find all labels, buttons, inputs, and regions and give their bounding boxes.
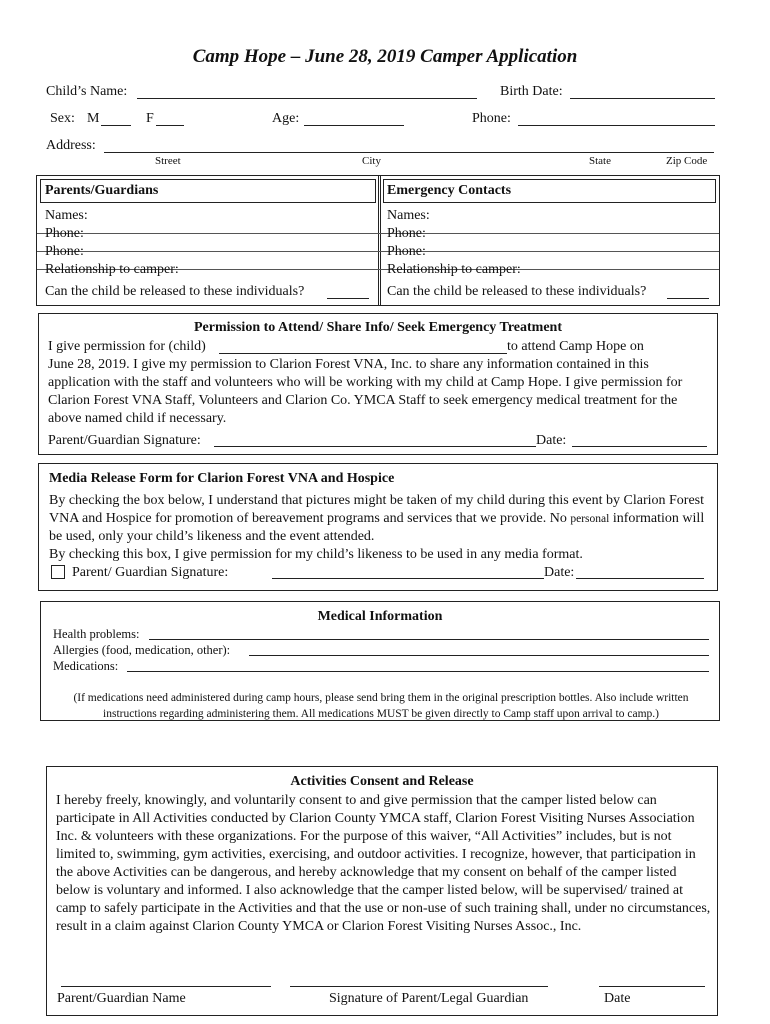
age-field[interactable]: [304, 111, 404, 126]
media-body-a: By checking the box below, I understand that pictures might be taken of my child during this event by Clarion Forest VNA and Hospice for promotion of bereavement programs and services that we provide. No: [49, 493, 705, 526]
sex-male-label: M: [87, 111, 100, 126]
activities-date-field[interactable]: [599, 972, 705, 987]
parent-phone2-label: Phone:: [45, 244, 84, 259]
child-name-label: Child’s Name:: [46, 84, 128, 99]
parents-header: Parents/Guardians: [45, 183, 159, 198]
media-date-label: Date:: [544, 565, 575, 580]
activities-date-caption: Date: [604, 991, 631, 1006]
sex-label: Sex:: [50, 111, 75, 126]
guardian-name-caption: Parent/Guardian Name: [57, 991, 186, 1006]
state-caption: State: [589, 155, 611, 167]
media-consent-checkbox[interactable]: [51, 565, 65, 579]
permission-line1-end: to attend Camp Hope on: [507, 339, 644, 354]
parent-release-question: Can the child be released to these individuals?: [45, 284, 305, 299]
birth-date-label: Birth Date:: [500, 84, 563, 99]
emergency-header: Emergency Contacts: [387, 183, 512, 198]
emergency-relationship-label: Relationship to camper:: [387, 262, 521, 277]
emergency-release-answer[interactable]: [667, 284, 709, 299]
allergies-label: Allergies (food, medication, other):: [53, 643, 231, 657]
permission-date-field[interactable]: [572, 432, 707, 447]
city-caption: City: [362, 155, 381, 167]
medications-label: Medications:: [53, 659, 119, 673]
permission-signature-field[interactable]: [214, 432, 536, 447]
permission-section: [38, 313, 718, 455]
allergies-field[interactable]: [249, 643, 709, 656]
age-label: Age:: [272, 111, 300, 126]
parent-release-answer[interactable]: [327, 284, 369, 299]
media-date-field[interactable]: [576, 564, 704, 579]
permission-child-field[interactable]: [219, 339, 507, 354]
parent-phone1-label: Phone:: [45, 226, 84, 241]
address-field[interactable]: [104, 138, 714, 153]
page-title: Camp Hope – June 28, 2019 Camper Application: [192, 46, 578, 67]
birth-date-field[interactable]: [570, 84, 715, 99]
media-release-section: [38, 463, 718, 591]
emergency-phone2-label: Phone:: [387, 244, 426, 259]
phone-field[interactable]: [518, 111, 715, 126]
permission-date-label: Date:: [536, 433, 567, 448]
emergency-phone1-label: Phone:: [387, 226, 426, 241]
media-body-c: By checking this box, I give permission for my child’s likeness to be used in any media format.: [49, 547, 583, 562]
permission-title: Permission to Attend/ Share Info/ Seek Emergency Treatment: [194, 320, 562, 335]
guardian-name-field[interactable]: [61, 972, 271, 987]
guardian-signature-field[interactable]: [290, 972, 548, 987]
medical-title: Medical Information: [317, 609, 443, 624]
emergency-names-label: Names:: [387, 208, 430, 223]
child-name-field[interactable]: [137, 84, 477, 99]
permission-body: June 28, 2019. I give my permission to Clarion Forest VNA, Inc. to share any information contained in this application with the staff and volunteers who will be working with my child at Camp Hope. I give permission for Clarion Forest VNA Staff, Volunteers and Clarion Co. YMCA Staff to seek emergency medical treatment for the above named child if necessary.: [48, 357, 683, 426]
health-problems-field[interactable]: [149, 627, 709, 640]
medications-field[interactable]: [127, 659, 709, 672]
sex-female-field[interactable]: [156, 111, 184, 126]
parent-relationship-label: Relationship to camper:: [45, 262, 179, 277]
emergency-release-question: Can the child be released to these individuals?: [387, 284, 647, 299]
media-title: Media Release Form for Clarion Forest VNA and Hospice: [49, 471, 395, 486]
phone-label: Phone:: [472, 111, 511, 126]
sex-female-label: F: [146, 111, 154, 126]
permission-signature-label: Parent/Guardian Signature:: [48, 433, 201, 448]
zip-caption: Zip Code: [666, 155, 708, 167]
guardian-signature-caption: Signature of Parent/Legal Guardian: [329, 991, 529, 1006]
street-caption: Street: [155, 155, 181, 167]
activities-title: Activities Consent and Release: [290, 774, 474, 789]
media-body-b: information will be used, only your child’s likeness and the event attended.: [49, 511, 705, 544]
permission-child-label: I give permission for (child): [48, 339, 206, 354]
address-label: Address:: [46, 138, 96, 153]
medical-note: (If medications need administered during camp hours, please send bring them in the original prescription bottles. Also include written instructions regarding administering them. All medications MUST be given directly to Camp staff upon arrival to camp.): [73, 692, 689, 720]
activities-section: [46, 766, 718, 1016]
media-body-small: personal: [570, 513, 610, 525]
parent-names-label: Names:: [45, 208, 88, 223]
activities-body: I hereby freely, knowingly, and voluntarily consent to and give permission that the camper listed below can participate in All Activities conducted by Clarion County YMCA staff, Clarion Forest Visiting Nurses Association Inc. & volunteers with these organizations. For the purpose of this waiver, “All Activities” includes, but is not limited to, swimming, gym activities, exercising, and outdoor activities. I recognize, however, that participation in the above Activities can be dangerous, and hereby acknowledge that my consent on behalf of the camper listed below is voluntary and informed. I also acknowledge that the camper listed below, will be supervised/ trained at camp to safely participate in the Activities and that the use or non-use of such training shall, under no circumstances, result in a claim against Clarion County YMCA or Clarion Forest Visiting Nurses Assoc., Inc.: [56, 793, 711, 934]
media-body: [49, 492, 713, 546]
sex-male-field[interactable]: [101, 111, 131, 126]
medical-section: [40, 601, 720, 721]
media-signature-label: Parent/ Guardian Signature:: [72, 565, 229, 580]
contacts-table: [36, 175, 720, 306]
media-signature-field[interactable]: [272, 564, 544, 579]
health-problems-label: Health problems:: [53, 627, 140, 641]
